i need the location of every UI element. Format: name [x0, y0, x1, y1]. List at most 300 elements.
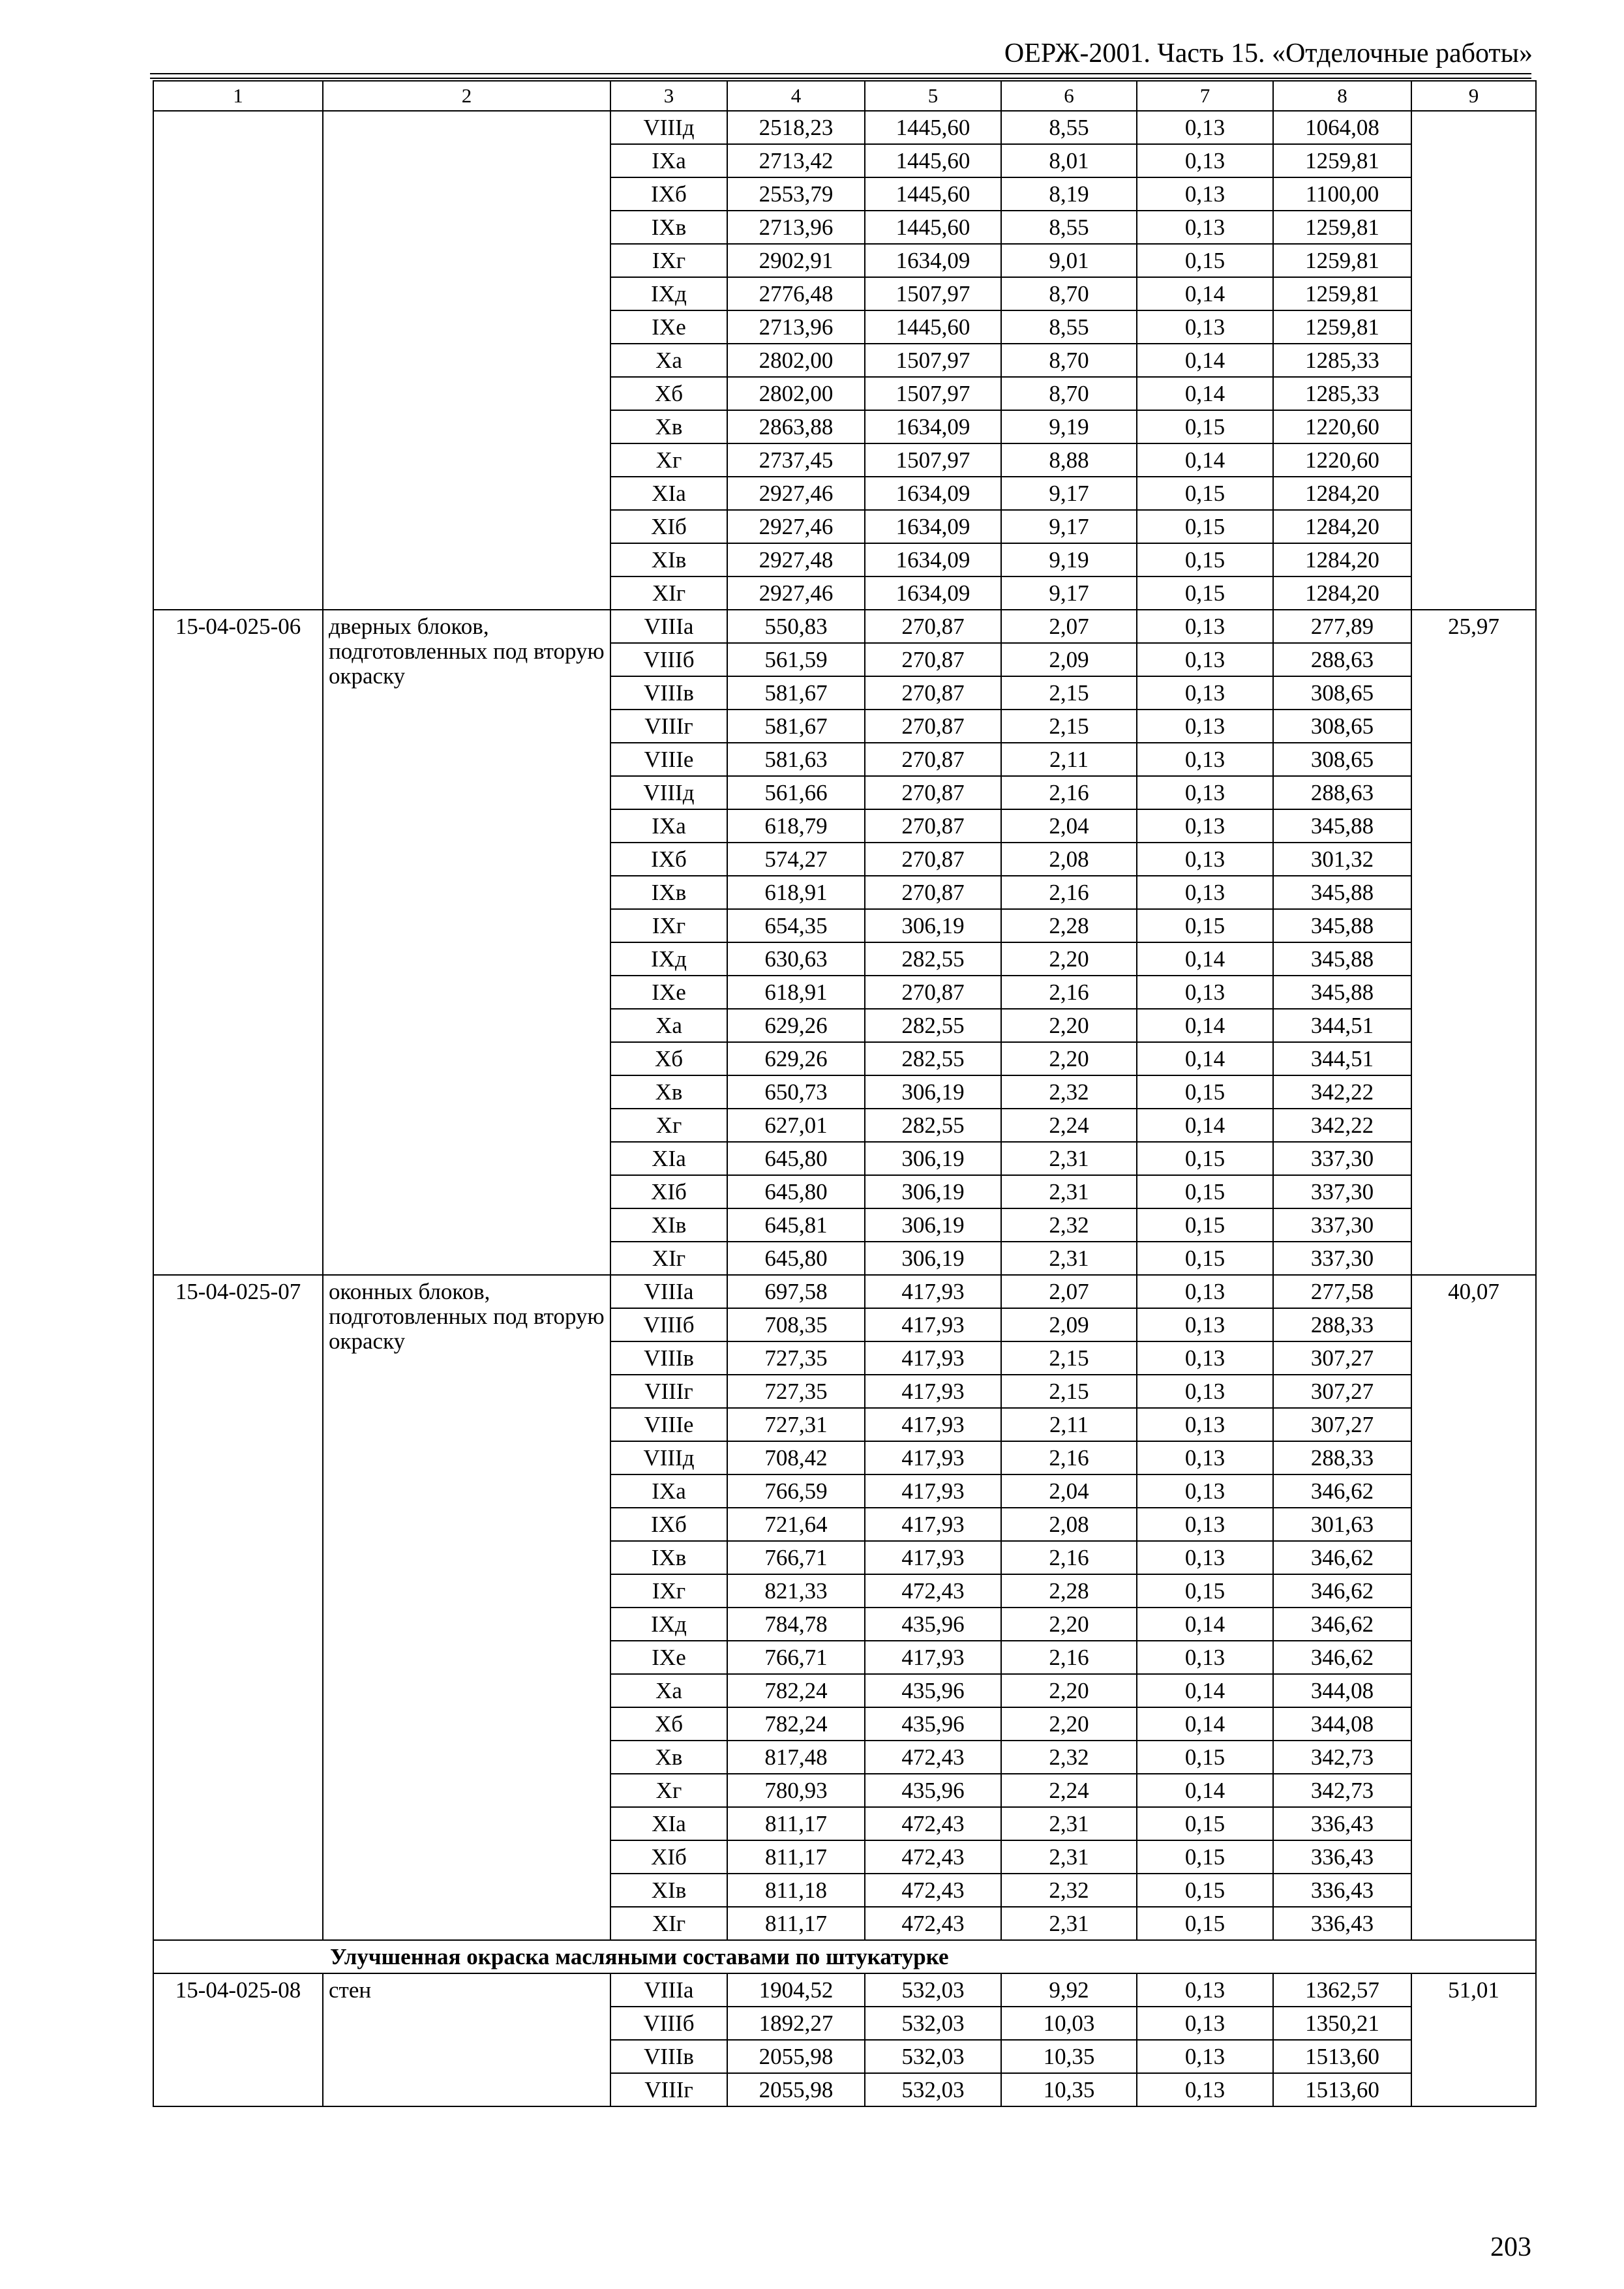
- value-cell: 1507,97: [865, 344, 1001, 377]
- value-cell: 0,13: [1137, 177, 1273, 211]
- value-cell: 532,03: [865, 2040, 1001, 2073]
- value-cell: 727,35: [727, 1341, 865, 1375]
- value-cell: 8,01: [1001, 144, 1137, 177]
- value-cell: 708,35: [727, 1308, 865, 1341]
- value-cell: 2,31: [1001, 1142, 1137, 1175]
- value-cell: 270,87: [865, 876, 1001, 909]
- value-cell: 766,71: [727, 1541, 865, 1574]
- value-cell: 1445,60: [865, 211, 1001, 244]
- value-cell: 0,15: [1137, 576, 1273, 610]
- value-cell: 270,87: [865, 610, 1001, 643]
- value-cell: 342,22: [1273, 1109, 1411, 1142]
- section-title: Улучшенная окраска масляными составами по штукатурке: [153, 1940, 1536, 1973]
- value-cell: 417,93: [865, 1408, 1001, 1441]
- value-cell: 2,31: [1001, 1840, 1137, 1874]
- value-cell: 645,81: [727, 1208, 865, 1242]
- zone-code: Xб: [610, 377, 727, 410]
- value-cell: 0,14: [1137, 1109, 1273, 1142]
- value-cell: 1285,33: [1273, 344, 1411, 377]
- value-cell: 0,13: [1137, 809, 1273, 843]
- value-cell: 0,15: [1137, 477, 1273, 510]
- value-cell: 2902,91: [727, 244, 865, 277]
- value-cell: 270,87: [865, 809, 1001, 843]
- value-cell: 435,96: [865, 1707, 1001, 1741]
- value-cell: 0,13: [1137, 610, 1273, 643]
- column-9-value: 40,07: [1411, 1275, 1536, 1940]
- zone-code: VIIIг: [610, 2073, 727, 2106]
- zone-code: XIа: [610, 1142, 727, 1175]
- value-cell: 0,14: [1137, 443, 1273, 477]
- value-cell: 344,51: [1273, 1009, 1411, 1042]
- value-cell: 0,13: [1137, 976, 1273, 1009]
- value-cell: 2,28: [1001, 909, 1137, 942]
- value-cell: 277,89: [1273, 610, 1411, 643]
- value-cell: 0,14: [1137, 1608, 1273, 1641]
- value-cell: 2,31: [1001, 1907, 1137, 1940]
- zone-code: IXе: [610, 1641, 727, 1674]
- zone-code: VIIIд: [610, 1441, 727, 1474]
- value-cell: 345,88: [1273, 976, 1411, 1009]
- value-cell: 2,15: [1001, 1341, 1137, 1375]
- value-cell: 2518,23: [727, 111, 865, 144]
- value-cell: 2,20: [1001, 1707, 1137, 1741]
- value-cell: 306,19: [865, 909, 1001, 942]
- value-cell: 1220,60: [1273, 443, 1411, 477]
- value-cell: 618,91: [727, 876, 865, 909]
- value-cell: 782,24: [727, 1674, 865, 1707]
- value-cell: 532,03: [865, 2007, 1001, 2040]
- value-cell: 581,63: [727, 743, 865, 776]
- value-cell: 8,55: [1001, 310, 1137, 344]
- work-name: оконных блоков, подготовленных под вторую окраску: [323, 1275, 610, 1940]
- header-rule: [150, 73, 1531, 74]
- value-cell: 282,55: [865, 1109, 1001, 1142]
- value-cell: 2,32: [1001, 1075, 1137, 1109]
- value-cell: 2,16: [1001, 876, 1137, 909]
- value-cell: 417,93: [865, 1375, 1001, 1408]
- value-cell: 2927,46: [727, 477, 865, 510]
- value-cell: 645,80: [727, 1242, 865, 1275]
- value-cell: 654,35: [727, 909, 865, 942]
- value-cell: 417,93: [865, 1541, 1001, 1574]
- value-cell: 2,24: [1001, 1109, 1137, 1142]
- value-cell: 1284,20: [1273, 576, 1411, 610]
- value-cell: 0,13: [1137, 876, 1273, 909]
- value-cell: 1259,81: [1273, 244, 1411, 277]
- value-cell: 2,11: [1001, 1408, 1137, 1441]
- value-cell: 308,65: [1273, 743, 1411, 776]
- value-cell: 0,15: [1137, 410, 1273, 443]
- value-cell: 1892,27: [727, 2007, 865, 2040]
- value-cell: 0,14: [1137, 1009, 1273, 1042]
- value-cell: 0,15: [1137, 1142, 1273, 1175]
- value-cell: 1220,60: [1273, 410, 1411, 443]
- zone-code: IXв: [610, 211, 727, 244]
- value-cell: 0,15: [1137, 1840, 1273, 1874]
- value-cell: 1285,33: [1273, 377, 1411, 410]
- work-name: [323, 111, 610, 610]
- value-cell: 2927,48: [727, 543, 865, 576]
- value-cell: 2802,00: [727, 377, 865, 410]
- value-cell: 2,15: [1001, 710, 1137, 743]
- value-cell: 1634,09: [865, 510, 1001, 543]
- value-cell: 0,15: [1137, 244, 1273, 277]
- zone-code: VIIIд: [610, 776, 727, 809]
- value-cell: 288,63: [1273, 643, 1411, 676]
- zone-code: IXг: [610, 1574, 727, 1608]
- value-cell: 1259,81: [1273, 211, 1411, 244]
- value-cell: 581,67: [727, 710, 865, 743]
- value-cell: 0,14: [1137, 377, 1273, 410]
- value-cell: 1634,09: [865, 576, 1001, 610]
- value-cell: 0,13: [1137, 676, 1273, 710]
- zone-code: IXд: [610, 942, 727, 976]
- value-cell: 1634,09: [865, 410, 1001, 443]
- value-cell: 270,87: [865, 710, 1001, 743]
- value-cell: 472,43: [865, 1874, 1001, 1907]
- value-cell: 9,17: [1001, 510, 1137, 543]
- value-cell: 0,13: [1137, 1275, 1273, 1308]
- value-cell: 345,88: [1273, 876, 1411, 909]
- value-cell: 532,03: [865, 2073, 1001, 2106]
- value-cell: 344,51: [1273, 1042, 1411, 1075]
- value-cell: 780,93: [727, 1774, 865, 1807]
- value-cell: 0,13: [1137, 310, 1273, 344]
- value-cell: 336,43: [1273, 1874, 1411, 1907]
- value-cell: 618,79: [727, 809, 865, 843]
- value-cell: 2713,96: [727, 310, 865, 344]
- value-cell: 337,30: [1273, 1142, 1411, 1175]
- section-row: [153, 1940, 1536, 1973]
- value-cell: 629,26: [727, 1042, 865, 1075]
- value-cell: 2,04: [1001, 1474, 1137, 1508]
- zone-code: VIIIб: [610, 1308, 727, 1341]
- value-cell: 1507,97: [865, 443, 1001, 477]
- value-cell: 0,15: [1137, 1874, 1273, 1907]
- zone-code: Xг: [610, 1109, 727, 1142]
- value-cell: 2,04: [1001, 809, 1137, 843]
- value-cell: 417,93: [865, 1308, 1001, 1341]
- value-cell: 0,14: [1137, 344, 1273, 377]
- value-cell: 417,93: [865, 1341, 1001, 1375]
- zone-code: IXв: [610, 876, 727, 909]
- value-cell: 344,08: [1273, 1707, 1411, 1741]
- value-cell: 0,14: [1137, 1042, 1273, 1075]
- value-cell: 2713,96: [727, 211, 865, 244]
- zone-code: VIIIв: [610, 1341, 727, 1375]
- zone-code: XIг: [610, 576, 727, 610]
- value-cell: 306,19: [865, 1208, 1001, 1242]
- column-number: 9: [1411, 81, 1536, 111]
- value-cell: 2,16: [1001, 1541, 1137, 1574]
- value-cell: 2,31: [1001, 1175, 1137, 1208]
- value-cell: 1634,09: [865, 477, 1001, 510]
- value-cell: 0,15: [1137, 1574, 1273, 1608]
- zone-code: IXд: [610, 277, 727, 310]
- value-cell: 561,59: [727, 643, 865, 676]
- column-9-value: 51,01: [1411, 1973, 1536, 2106]
- zone-code: IXб: [610, 1508, 727, 1541]
- zone-code: VIIIа: [610, 1275, 727, 1308]
- value-cell: 306,19: [865, 1142, 1001, 1175]
- value-cell: 817,48: [727, 1741, 865, 1774]
- value-cell: 337,30: [1273, 1208, 1411, 1242]
- rate-code: [153, 111, 323, 610]
- zone-code: XIб: [610, 510, 727, 543]
- value-cell: 1350,21: [1273, 2007, 1411, 2040]
- value-cell: 8,88: [1001, 443, 1137, 477]
- value-cell: 0,13: [1137, 1641, 1273, 1674]
- value-cell: 2,31: [1001, 1807, 1137, 1840]
- value-cell: 2,32: [1001, 1741, 1137, 1774]
- rate-code: 15-04-025-06: [153, 610, 323, 1275]
- value-cell: 1259,81: [1273, 144, 1411, 177]
- value-cell: 0,15: [1137, 1208, 1273, 1242]
- zone-code: IXб: [610, 843, 727, 876]
- zone-code: IXе: [610, 976, 727, 1009]
- value-cell: 2863,88: [727, 410, 865, 443]
- zone-code: XIа: [610, 1807, 727, 1840]
- column-9-value: 25,97: [1411, 610, 1536, 1275]
- zone-code: Xв: [610, 1075, 727, 1109]
- value-cell: 2,20: [1001, 1608, 1137, 1641]
- value-cell: 346,62: [1273, 1574, 1411, 1608]
- value-cell: 306,19: [865, 1175, 1001, 1208]
- value-cell: 282,55: [865, 1042, 1001, 1075]
- value-cell: 0,13: [1137, 1408, 1273, 1441]
- value-cell: 307,27: [1273, 1375, 1411, 1408]
- zone-code: Xб: [610, 1707, 727, 1741]
- value-cell: 0,14: [1137, 1707, 1273, 1741]
- value-cell: 0,13: [1137, 111, 1273, 144]
- value-cell: 2,20: [1001, 1674, 1137, 1707]
- value-cell: 270,87: [865, 776, 1001, 809]
- column-number: 2: [323, 81, 610, 111]
- value-cell: 2927,46: [727, 510, 865, 543]
- value-cell: 1445,60: [865, 144, 1001, 177]
- value-cell: 346,62: [1273, 1608, 1411, 1641]
- value-cell: 336,43: [1273, 1840, 1411, 1874]
- value-cell: 2,20: [1001, 1009, 1137, 1042]
- value-cell: 9,17: [1001, 477, 1137, 510]
- table-row: [153, 1275, 1536, 1308]
- value-cell: 1445,60: [865, 111, 1001, 144]
- zone-code: VIIIд: [610, 111, 727, 144]
- value-cell: 645,80: [727, 1175, 865, 1208]
- value-cell: 2,09: [1001, 1308, 1137, 1341]
- value-cell: 721,64: [727, 1508, 865, 1541]
- zone-code: VIIIа: [610, 1973, 727, 2007]
- value-cell: 0,15: [1137, 1175, 1273, 1208]
- value-cell: 417,93: [865, 1441, 1001, 1474]
- value-cell: 8,19: [1001, 177, 1137, 211]
- column-number: 6: [1001, 81, 1137, 111]
- value-cell: 0,13: [1137, 843, 1273, 876]
- column-number: 7: [1137, 81, 1273, 111]
- value-cell: 766,59: [727, 1474, 865, 1508]
- zone-code: VIIIв: [610, 2040, 727, 2073]
- value-cell: 2,31: [1001, 1242, 1137, 1275]
- value-cell: 574,27: [727, 843, 865, 876]
- value-cell: 2055,98: [727, 2040, 865, 2073]
- value-cell: 472,43: [865, 1907, 1001, 1940]
- value-cell: 1445,60: [865, 177, 1001, 211]
- zone-code: Xб: [610, 1042, 727, 1075]
- value-cell: 8,70: [1001, 377, 1137, 410]
- value-cell: 0,13: [1137, 643, 1273, 676]
- value-cell: 342,22: [1273, 1075, 1411, 1109]
- value-cell: 821,33: [727, 1574, 865, 1608]
- table-row: [153, 610, 1536, 643]
- value-cell: 435,96: [865, 1774, 1001, 1807]
- value-cell: 8,70: [1001, 344, 1137, 377]
- value-cell: 811,17: [727, 1907, 865, 1940]
- value-cell: 0,14: [1137, 277, 1273, 310]
- zone-code: IXг: [610, 244, 727, 277]
- value-cell: 0,14: [1137, 942, 1273, 976]
- value-cell: 345,88: [1273, 909, 1411, 942]
- value-cell: 2713,42: [727, 144, 865, 177]
- value-cell: 342,73: [1273, 1741, 1411, 1774]
- column-number: 1: [153, 81, 323, 111]
- value-cell: 10,35: [1001, 2040, 1137, 2073]
- zone-code: XIг: [610, 1242, 727, 1275]
- zone-code: VIIIе: [610, 1408, 727, 1441]
- value-cell: 10,03: [1001, 2007, 1137, 2040]
- value-cell: 0,13: [1137, 144, 1273, 177]
- value-cell: 0,15: [1137, 1807, 1273, 1840]
- value-cell: 630,63: [727, 942, 865, 976]
- value-cell: 288,63: [1273, 776, 1411, 809]
- value-cell: 0,15: [1137, 1907, 1273, 1940]
- value-cell: 1284,20: [1273, 477, 1411, 510]
- value-cell: 0,14: [1137, 1774, 1273, 1807]
- value-cell: 697,58: [727, 1275, 865, 1308]
- value-cell: 8,55: [1001, 111, 1137, 144]
- value-cell: 1634,09: [865, 244, 1001, 277]
- zone-code: IXг: [610, 909, 727, 942]
- value-cell: 308,65: [1273, 676, 1411, 710]
- value-cell: 9,92: [1001, 1973, 1137, 2007]
- zone-code: IXв: [610, 1541, 727, 1574]
- value-cell: 0,15: [1137, 909, 1273, 942]
- value-cell: 650,73: [727, 1075, 865, 1109]
- zone-code: Xв: [610, 1741, 727, 1774]
- value-cell: 2,28: [1001, 1574, 1137, 1608]
- value-cell: 417,93: [865, 1275, 1001, 1308]
- value-cell: 0,15: [1137, 1075, 1273, 1109]
- value-cell: 2,20: [1001, 1042, 1137, 1075]
- value-cell: 301,32: [1273, 843, 1411, 876]
- value-cell: 0,13: [1137, 2007, 1273, 2040]
- zone-code: IXд: [610, 1608, 727, 1641]
- value-cell: 811,18: [727, 1874, 865, 1907]
- zone-code: VIIIб: [610, 2007, 727, 2040]
- value-cell: 9,19: [1001, 543, 1137, 576]
- value-cell: 2553,79: [727, 177, 865, 211]
- column-9-value: [1411, 111, 1536, 610]
- value-cell: 0,13: [1137, 1474, 1273, 1508]
- value-cell: 0,13: [1137, 1441, 1273, 1474]
- zone-code: Xа: [610, 1674, 727, 1707]
- zone-code: XIг: [610, 1907, 727, 1940]
- value-cell: 2055,98: [727, 2073, 865, 2106]
- value-cell: 0,13: [1137, 1973, 1273, 2007]
- value-cell: 344,08: [1273, 1674, 1411, 1707]
- value-cell: 472,43: [865, 1741, 1001, 1774]
- value-cell: 301,63: [1273, 1508, 1411, 1541]
- value-cell: 1284,20: [1273, 510, 1411, 543]
- value-cell: 2,16: [1001, 976, 1137, 1009]
- value-cell: 8,55: [1001, 211, 1137, 244]
- zone-code: XIа: [610, 477, 727, 510]
- zone-code: VIIIа: [610, 610, 727, 643]
- value-cell: 307,27: [1273, 1408, 1411, 1441]
- value-cell: 1064,08: [1273, 111, 1411, 144]
- value-cell: 8,70: [1001, 277, 1137, 310]
- value-cell: 0,13: [1137, 710, 1273, 743]
- value-cell: 417,93: [865, 1474, 1001, 1508]
- zone-code: IXа: [610, 1474, 727, 1508]
- value-cell: 0,13: [1137, 776, 1273, 809]
- value-cell: 345,88: [1273, 942, 1411, 976]
- value-cell: 1362,57: [1273, 1973, 1411, 2007]
- value-cell: 2,16: [1001, 1641, 1137, 1674]
- zone-code: XIб: [610, 1175, 727, 1208]
- zone-code: XIб: [610, 1840, 727, 1874]
- rate-code: 15-04-025-08: [153, 1973, 323, 2106]
- value-cell: 306,19: [865, 1242, 1001, 1275]
- value-cell: 1100,00: [1273, 177, 1411, 211]
- value-cell: 2,09: [1001, 643, 1137, 676]
- value-cell: 288,33: [1273, 1441, 1411, 1474]
- value-cell: 9,01: [1001, 244, 1137, 277]
- zone-code: XIв: [610, 1208, 727, 1242]
- zone-code: Xг: [610, 1774, 727, 1807]
- value-cell: 9,19: [1001, 410, 1137, 443]
- value-cell: 2,07: [1001, 610, 1137, 643]
- value-cell: 0,13: [1137, 1541, 1273, 1574]
- value-cell: 2,32: [1001, 1874, 1137, 1907]
- zone-code: IXб: [610, 177, 727, 211]
- value-cell: 2,20: [1001, 942, 1137, 976]
- value-cell: 561,66: [727, 776, 865, 809]
- zone-code: Xв: [610, 410, 727, 443]
- value-cell: 270,87: [865, 976, 1001, 1009]
- value-cell: 2,24: [1001, 1774, 1137, 1807]
- value-cell: 0,13: [1137, 1375, 1273, 1408]
- value-cell: 629,26: [727, 1009, 865, 1042]
- value-cell: 0,15: [1137, 1242, 1273, 1275]
- zone-code: IXа: [610, 144, 727, 177]
- value-cell: 708,42: [727, 1441, 865, 1474]
- value-cell: 2,08: [1001, 843, 1137, 876]
- value-cell: 2927,46: [727, 576, 865, 610]
- zone-code: Xа: [610, 1009, 727, 1042]
- running-header: ОЕРЖ-2001. Часть 15. «Отделочные работы»: [1004, 38, 1533, 68]
- column-number: 3: [610, 81, 727, 111]
- value-cell: 346,62: [1273, 1474, 1411, 1508]
- rate-code: 15-04-025-07: [153, 1275, 323, 1940]
- value-cell: 1284,20: [1273, 543, 1411, 576]
- value-cell: 435,96: [865, 1674, 1001, 1707]
- zone-code: VIIIв: [610, 676, 727, 710]
- table-row: [153, 111, 1536, 144]
- value-cell: 1445,60: [865, 310, 1001, 344]
- value-cell: 472,43: [865, 1840, 1001, 1874]
- value-cell: 2,32: [1001, 1208, 1137, 1242]
- value-cell: 9,17: [1001, 576, 1137, 610]
